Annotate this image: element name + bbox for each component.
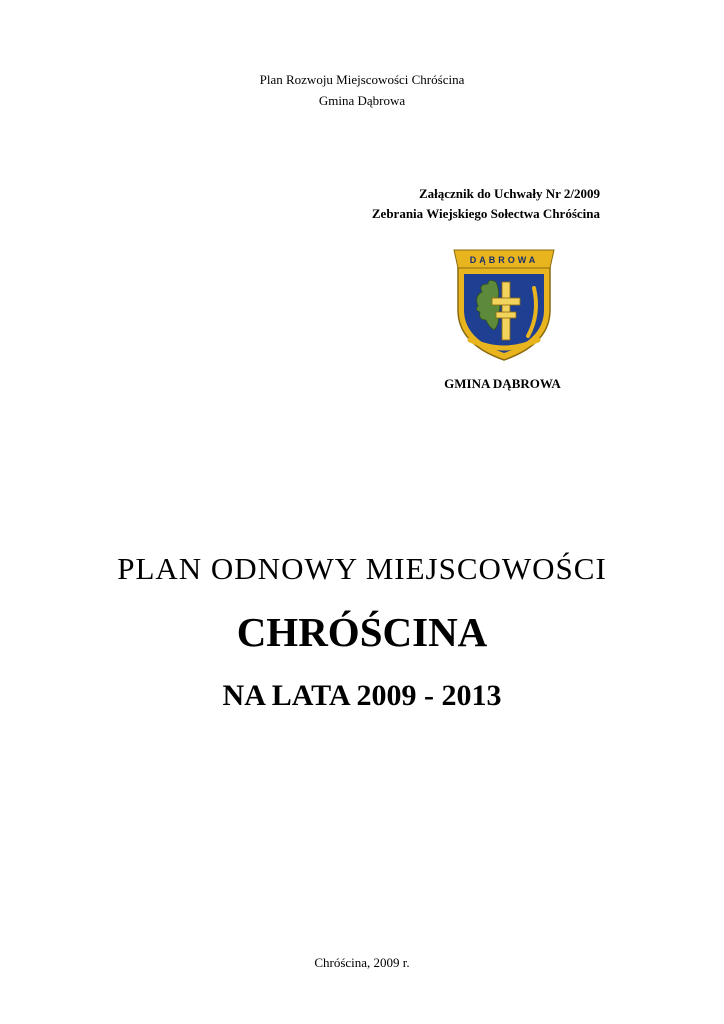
place-name: CHRÓŚCINA xyxy=(236,609,488,655)
crest-banner-text: DĄBROWA xyxy=(469,255,539,265)
plan-years: NA LATA 2009 - 2013 xyxy=(222,679,502,712)
coat-of-arms-graphic xyxy=(448,244,560,364)
header-municipality: Gmina Dąbrowa xyxy=(318,93,406,108)
attachment-note xyxy=(300,184,600,224)
municipality-label: GMINA DĄBROWA xyxy=(444,376,561,391)
attachment-assembly: Zebrania Wiejskiego Sołectwa Chróścina xyxy=(371,206,600,221)
place-and-date: Chróścina, 2009 r. xyxy=(314,955,410,970)
header-document-title: Plan Rozwoju Miejscowości Chróścina xyxy=(259,72,465,87)
attachment-resolution: Załącznik do Uchwały Nr 2/2009 xyxy=(418,186,600,201)
coat-of-arms-icon xyxy=(448,244,560,364)
running-header xyxy=(0,69,724,111)
plan-title: PLAN ODNOWY MIEJSCOWOŚCI xyxy=(117,551,607,586)
